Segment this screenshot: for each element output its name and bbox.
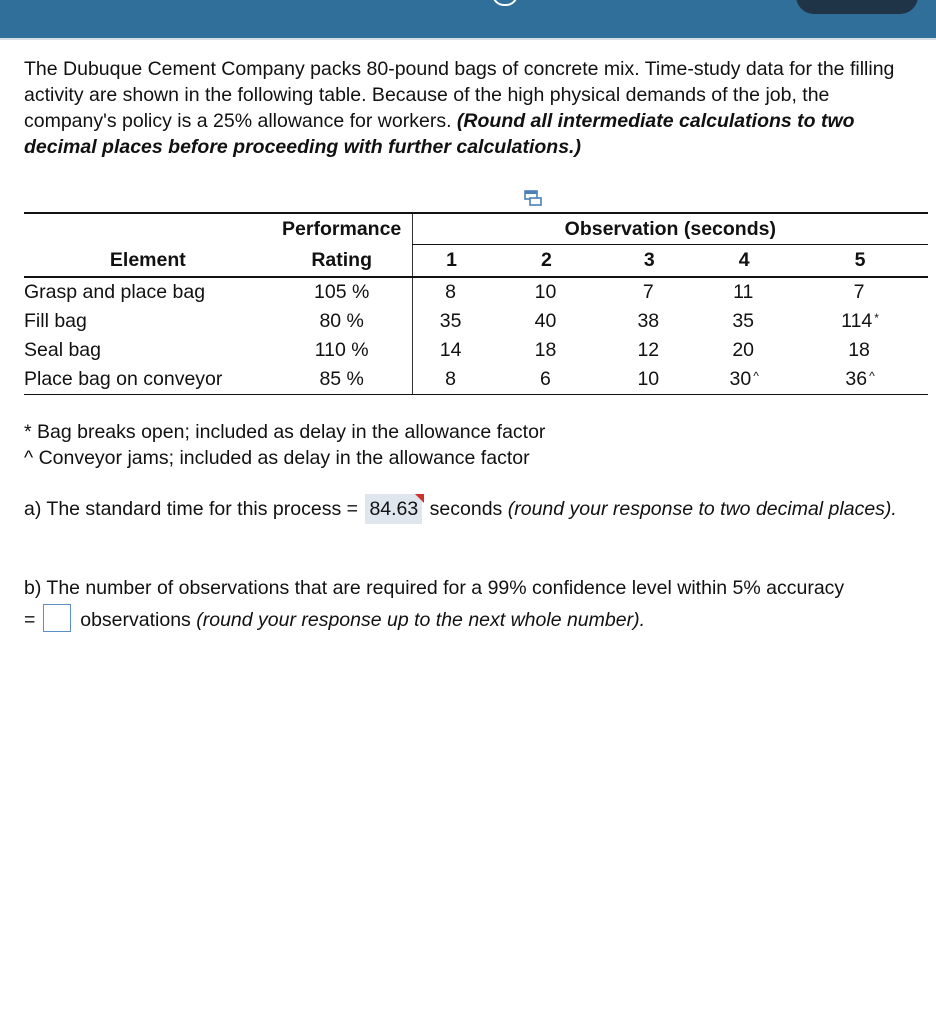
part-a-prefix: a) The standard time for this process = xyxy=(24,498,359,520)
part-a-answer[interactable]: 84.63 xyxy=(365,494,422,524)
obs-cell: 8 xyxy=(412,277,490,307)
obs-number: 2 xyxy=(491,245,603,278)
table-row xyxy=(24,307,928,336)
obs-number: 1 xyxy=(412,245,490,278)
question-text xyxy=(24,56,924,160)
obs-cell: 35 xyxy=(412,307,490,336)
element-rating: 110 % xyxy=(314,339,369,361)
header-element: Element xyxy=(24,245,272,278)
obs-cell: 36 ^ xyxy=(792,365,928,395)
part-b-hint: (round your response up to the next whole number). xyxy=(196,609,645,631)
incorrect-flag-icon xyxy=(415,494,424,503)
part-b-answer-input[interactable] xyxy=(43,604,71,632)
obs-cell: 10 xyxy=(602,365,696,395)
part-a xyxy=(24,494,924,525)
obs-cell: 40 xyxy=(534,310,557,332)
element-name: Seal bag xyxy=(24,339,101,361)
part-a-hint: (round your response to two decimal places). xyxy=(507,498,897,520)
obs-cell: 6 xyxy=(491,365,603,395)
obs-number: 3 xyxy=(602,245,696,278)
obs-cell: 18 xyxy=(848,339,870,361)
obs-cell: 38 xyxy=(637,310,660,332)
copy-table-icon[interactable] xyxy=(524,190,542,206)
loading-arc-icon xyxy=(492,0,518,6)
part-b xyxy=(24,573,924,636)
element-name: Place bag on conveyor xyxy=(24,365,272,395)
obs-number: 5 xyxy=(792,245,928,278)
question-intro: The Dubuque Cement Company packs 80-pound bags of concrete mix. Time-study data for the filling activity are shown in the following table. Because of the high physical demands of the job, the company's policy is a 25% allowance for workers. xyxy=(24,58,895,132)
obs-cell: 7 xyxy=(853,281,865,303)
part-b-prefix: b) The number of observations that are required for a 99% confidence level within 5% accuracy xyxy=(24,577,845,599)
table-row xyxy=(24,336,928,365)
part-b-equals: = xyxy=(24,609,36,631)
element-name: Fill bag xyxy=(24,310,87,332)
table-footnotes xyxy=(24,419,545,471)
element-rating: 105 % xyxy=(314,281,370,303)
question-instruction: (Round all intermediate calculations to two decimal places before proceeding with further calculations.) xyxy=(24,110,855,158)
element-rating: 80 % xyxy=(319,310,364,332)
header-pill-button[interactable] xyxy=(796,0,918,14)
table-row xyxy=(24,365,928,395)
footnote-caret: ^ Conveyor jams; included as delay in the allowance factor xyxy=(24,447,530,469)
obs-cell: 7 xyxy=(642,281,654,303)
obs-cell: 14 xyxy=(412,336,490,365)
obs-cell: 20 xyxy=(732,339,755,361)
time-study-table xyxy=(24,212,928,395)
obs-number: 4 xyxy=(696,245,792,278)
footnote-asterisk: * Bag breaks open; included as delay in the allowance factor xyxy=(24,421,546,443)
table-row xyxy=(24,277,928,307)
obs-cell: 10 xyxy=(534,281,557,303)
part-a-unit: seconds xyxy=(429,498,503,520)
obs-cell: 12 xyxy=(637,339,660,361)
obs-cell: 35 xyxy=(732,310,755,332)
element-name: Grasp and place bag xyxy=(24,281,206,303)
header-rating: Rating xyxy=(272,245,412,278)
header-observation: Observation (seconds) xyxy=(412,213,928,245)
top-bar xyxy=(0,0,936,40)
header-performance: Performance xyxy=(272,213,412,245)
header-blank xyxy=(24,213,272,245)
obs-cell: 8 xyxy=(412,365,490,395)
obs-cell: 114 * xyxy=(841,310,879,332)
obs-cell: 11 xyxy=(733,281,754,303)
obs-cell: 18 xyxy=(534,339,557,361)
obs-cell: 30 ^ xyxy=(696,365,792,395)
element-rating: 85 % xyxy=(272,365,412,395)
part-b-unit: observations xyxy=(80,609,191,631)
